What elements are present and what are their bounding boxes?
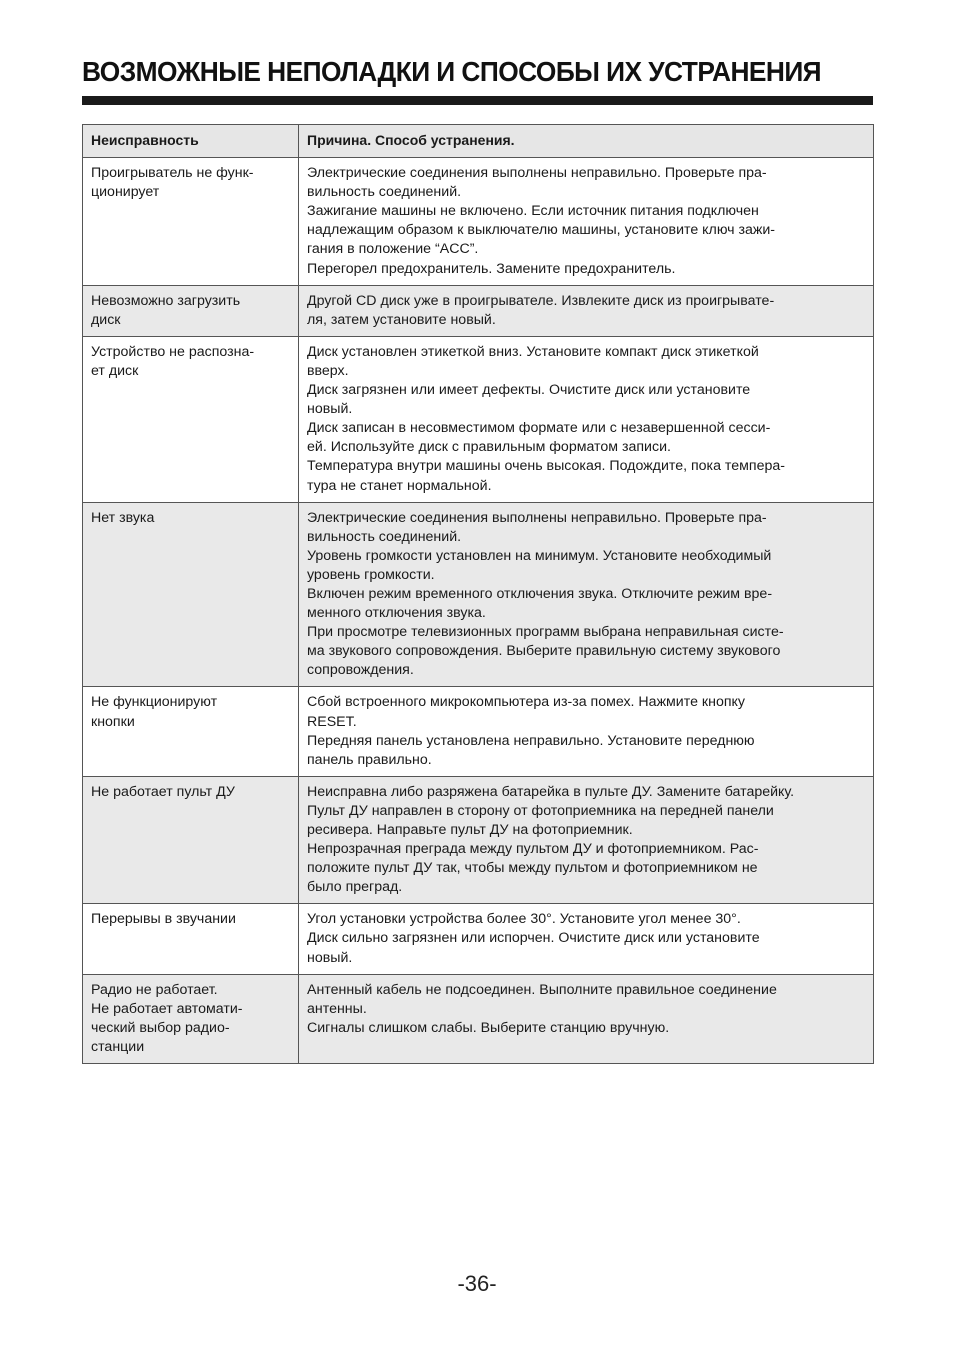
solution-line: RESET. (307, 713, 357, 730)
problem-line: кнопки (91, 713, 135, 730)
problem-line: Невозможно загрузить (91, 292, 241, 309)
table-row (83, 776, 874, 904)
problem-cell (83, 776, 299, 904)
title-rule (82, 96, 873, 105)
solution-cell (299, 776, 874, 904)
troubleshooting-table (82, 124, 874, 1064)
solution-line: Сбой встроенного микрокомпьютера из-за помех. Нажмите кнопку (307, 694, 745, 711)
solution-line: Передняя панель установлена неправильно. Установите переднюю (307, 732, 755, 749)
table-row (83, 285, 874, 336)
solution-line: гания в положение “ACC”. (307, 241, 479, 258)
solution-line: тура не станет нормальной. (307, 477, 492, 494)
problem-cell (83, 974, 299, 1063)
solution-cell (299, 974, 874, 1063)
solution-line: положите пульт ДУ так, чтобы между пультом и фотоприемником не (307, 860, 758, 877)
solution-line: сопровождения. (307, 662, 414, 679)
solution-line: Непрозрачная преграда между пультом ДУ и фотоприемником. Рас- (307, 841, 759, 858)
solution-line: Антенный кабель не подсоединен. Выполните правильное соединение (307, 981, 777, 998)
solution-line: надлежащим образом к выключателю машины, установите ключ зажи- (307, 222, 776, 239)
solution-line: При просмотре телевизионных программ выбрана неправильная систе- (307, 624, 784, 641)
problem-line: Не функционируют (91, 694, 218, 711)
header-problem: Неисправность (83, 125, 299, 158)
solution-line: новый. (307, 949, 353, 966)
table-body (83, 158, 874, 1064)
solution-cell (299, 687, 874, 776)
solution-line: Температура внутри машины очень высокая. Подождите, пока темпера- (307, 458, 785, 475)
problem-cell (83, 336, 299, 502)
table-row (83, 336, 874, 502)
page-title: ВОЗМОЖНЫЕ НЕПОЛАДКИ И СПОСОБЫ ИХ УСТРАНЕНИЯ (82, 56, 822, 87)
problem-line: ческий выбор радио- (91, 1019, 230, 1036)
solution-cell (299, 904, 874, 974)
solution-line: вверх. (307, 362, 349, 379)
table-header-row (83, 125, 874, 158)
solution-line: Неисправна либо разряжена батарейка в пульте ДУ. Замените батарейку. (307, 783, 795, 800)
solution-line: Диск записан в несовместимом формате или с незавершенной сесси- (307, 420, 771, 437)
solution-line: Диск загрязнен или имеет дефекты. Очистите диск или установите (307, 382, 751, 399)
solution-line: новый. (307, 401, 353, 418)
problem-cell (83, 502, 299, 687)
problem-cell (83, 285, 299, 336)
problem-line: станции (91, 1038, 145, 1055)
solution-line: Включен режим временного отключения звука. Отключите режим вре- (307, 585, 773, 602)
solution-line: Угол установки устройства более 30°. Установите угол менее 30°. (307, 911, 741, 928)
solution-line: Пульт ДУ направлен в сторону от фотоприемника на передней панели (307, 802, 774, 819)
problem-line: ционирует (91, 184, 160, 201)
problem-line: Перерывы в звучании (91, 911, 236, 928)
solution-line: уровень громкости. (307, 566, 435, 583)
solution-line: Электрические соединения выполнены неправильно. Проверьте пра- (307, 165, 767, 182)
solution-line: Перегорел предохранитель. Замените предохранитель. (307, 260, 676, 277)
page-number: -36- (457, 1271, 497, 1296)
solution-line: было преград. (307, 879, 403, 896)
solution-line: Диск установлен этикеткой вниз. Установите компакт диск этикеткой (307, 343, 759, 360)
solution-line: менного отключения звука. (307, 605, 486, 622)
solution-line: Уровень громкости установлен на минимум. Установите необходимый (307, 547, 772, 564)
problem-line: Проигрыватель не функ- (91, 165, 254, 182)
solution-cell (299, 158, 874, 286)
solution-line: ресивера. Направьте пульт ДУ на фотоприемник. (307, 822, 633, 838)
solution-line: Зажигание машины не включено. Если источник питания подключен (307, 203, 759, 220)
table-row (83, 502, 874, 687)
solution-line: вильность соединений. (307, 184, 462, 201)
solution-line: Сигналы слишком слабы. Выберите станцию вручную. (307, 1019, 670, 1036)
table-row (83, 904, 874, 974)
solution-line: Диск сильно загрязнен или испорчен. Очистите диск или установите (307, 930, 760, 947)
solution-line: Электрические соединения выполнены неправильно. Проверьте пра- (307, 509, 767, 526)
problem-line: Нет звука (91, 509, 155, 526)
solution-cell (299, 336, 874, 502)
header-solution: Причина. Способ устранения. (299, 125, 874, 158)
solution-line: антенны. (307, 1000, 367, 1017)
solution-line: вильность соединений. (307, 528, 462, 545)
problem-cell (83, 904, 299, 974)
solution-line: ей. Используйте диск с правильным форматом записи. (307, 439, 671, 456)
solution-line: ма звукового сопровождения. Выберите правильную систему звукового (307, 643, 781, 660)
solution-cell (299, 285, 874, 336)
table-row (83, 687, 874, 776)
problem-line: Радио не работает. (91, 981, 218, 998)
solution-line: ля, затем установите новый. (307, 311, 496, 328)
problem-line: Не работает автомати- (91, 1000, 243, 1017)
problem-line: диск (91, 311, 121, 328)
solution-line: панель правильно. (307, 751, 432, 768)
problem-line: Не работает пульт ДУ (91, 783, 235, 800)
table-row (83, 974, 874, 1063)
solution-cell (299, 502, 874, 687)
problem-cell (83, 687, 299, 776)
solution-line: Другой CD диск уже в проигрывателе. Извлеките диск из проигрывате- (307, 292, 775, 309)
problem-line: Устройство не распозна- (91, 343, 255, 360)
problem-cell (83, 158, 299, 286)
table-row (83, 158, 874, 286)
problem-line: ет диск (91, 362, 139, 379)
